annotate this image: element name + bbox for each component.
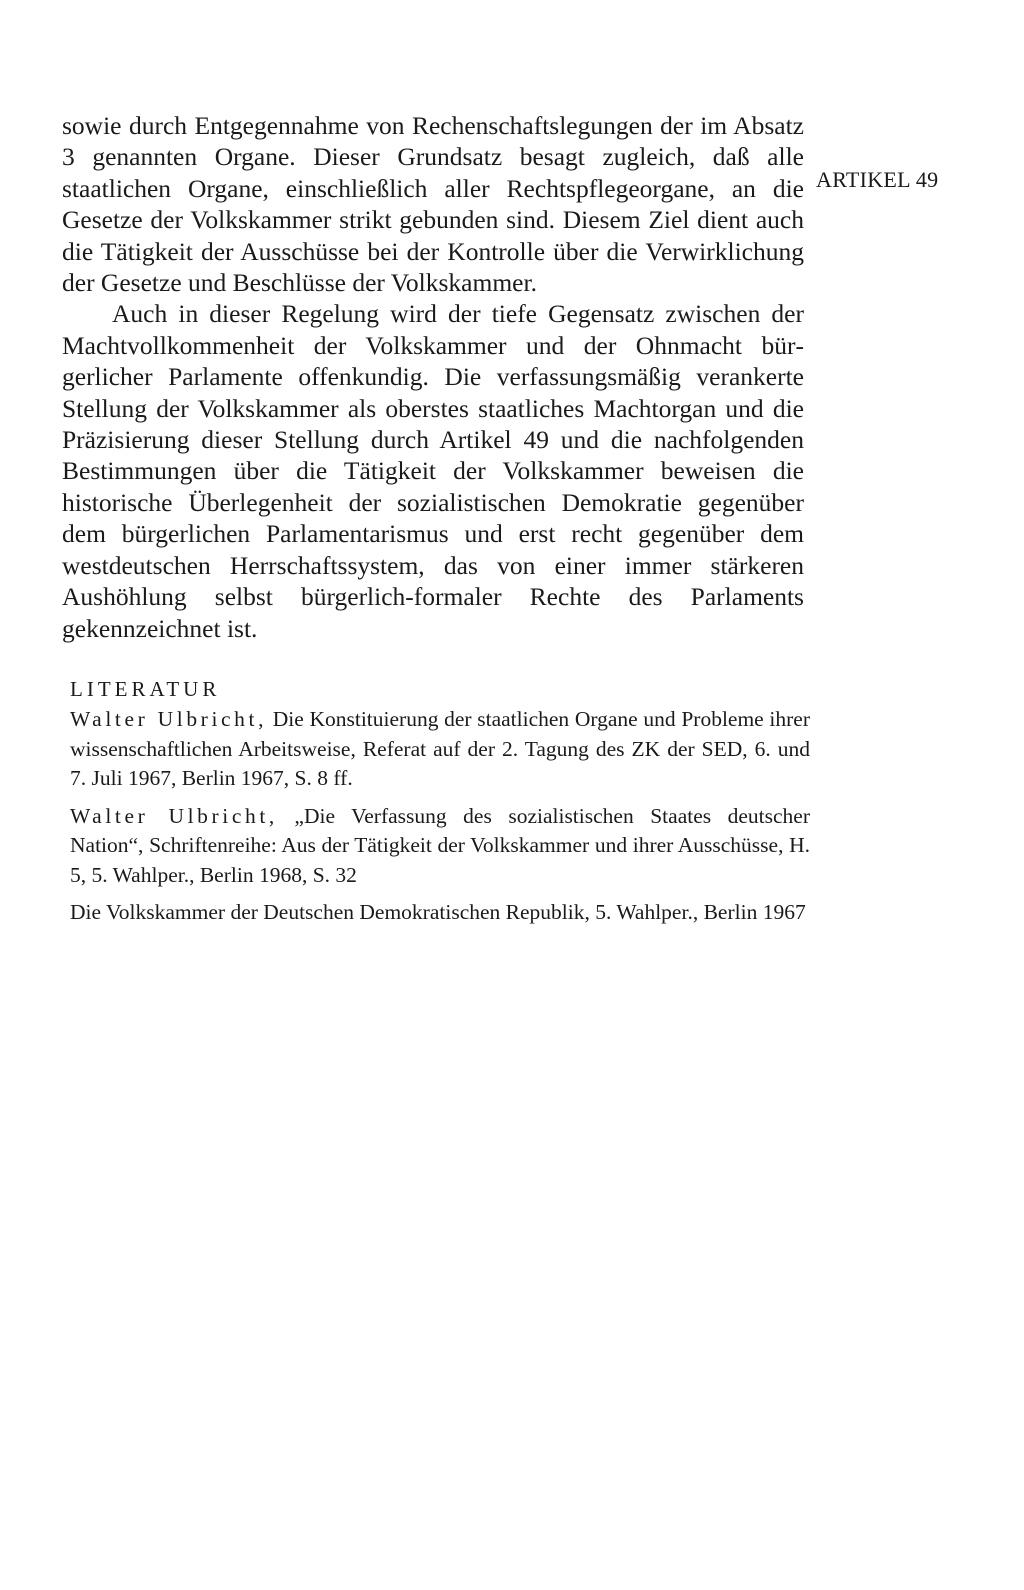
main-body-text [62, 110, 804, 644]
body-paragraph-2: Auch in dieser Regelung wird der tiefe Gegensatz zwischen der Machtvollkommenheit der Volkskammer und der Ohnmacht bürgerlicher Parlamente offenkundig. Die verfassungsmäßig verankerte Stellung der Volkskammer als oberstes staatliches Machtorgan und die Präzisierung dieser Stellung durch Artikel 49 und die nachfolgenden Bestimmungen über die Tätigkeit der Volkskammer beweisen die historische Überlegenheit der sozialistischen Demokratie gegenüber dem bürgerlichen Parlamentarismus und erst recht gegenüber dem westdeutschen Herrschaftssystem, das von einer immer stärkeren Aushöhlung selbst bürgerlich-formaler Rechte des Parlaments gekennzeichnet ist. [62, 299, 804, 643]
literature-citation: Die Volkskammer der Deutschen Demokratischen Republik, 5. Wahlper., Berlin 1967 [70, 900, 806, 924]
margin-note-article: ARTIKEL 49 [816, 167, 939, 192]
literature-author: Walter Ulbricht, [70, 803, 278, 828]
literature-heading: LITERATUR [70, 677, 221, 701]
literature-entry-3 [70, 898, 810, 928]
literature-entry-1 [70, 705, 810, 794]
body-paragraph-1: sowie durch Entgegennahme von Rechenschaftslegungen der im Absatz 3 genannten Organe. Dieser Grundsatz besagt zugleich, daß alle staatlichen Organe, einschließlich aller Rechtspflegeorgane, an die Gesetze der Volkskammer strikt gebunden sind. Diesem Ziel dient auch die Tätigkeit der Ausschüsse bei der Kontrolle über die Verwirklichung der Gesetze und Beschlüsse der Volkskammer. [62, 111, 804, 298]
literature-section [70, 675, 810, 936]
literature-author: Walter Ulbricht, [70, 707, 268, 731]
literature-entry-2 [70, 802, 810, 891]
literature-citation: Die Konstituierung der staatlichen Organe und Probleme ihrer wissenschaftlichen Arbeitsweise, Referat auf der 2. Tagung des ZK der SED, 6. und 7. Juli 1967, Berlin 1967, S. 8 ff. [70, 707, 810, 790]
literature-citation: „Die Verfassung des sozialistischen Staates deutscher Nation“, Schriftenreihe: Aus der Tätigkeit der Volkskammer und ihrer Ausschüsse, H. 5, 5. Wahlper., Berlin 1968, S. 32 [70, 803, 811, 887]
